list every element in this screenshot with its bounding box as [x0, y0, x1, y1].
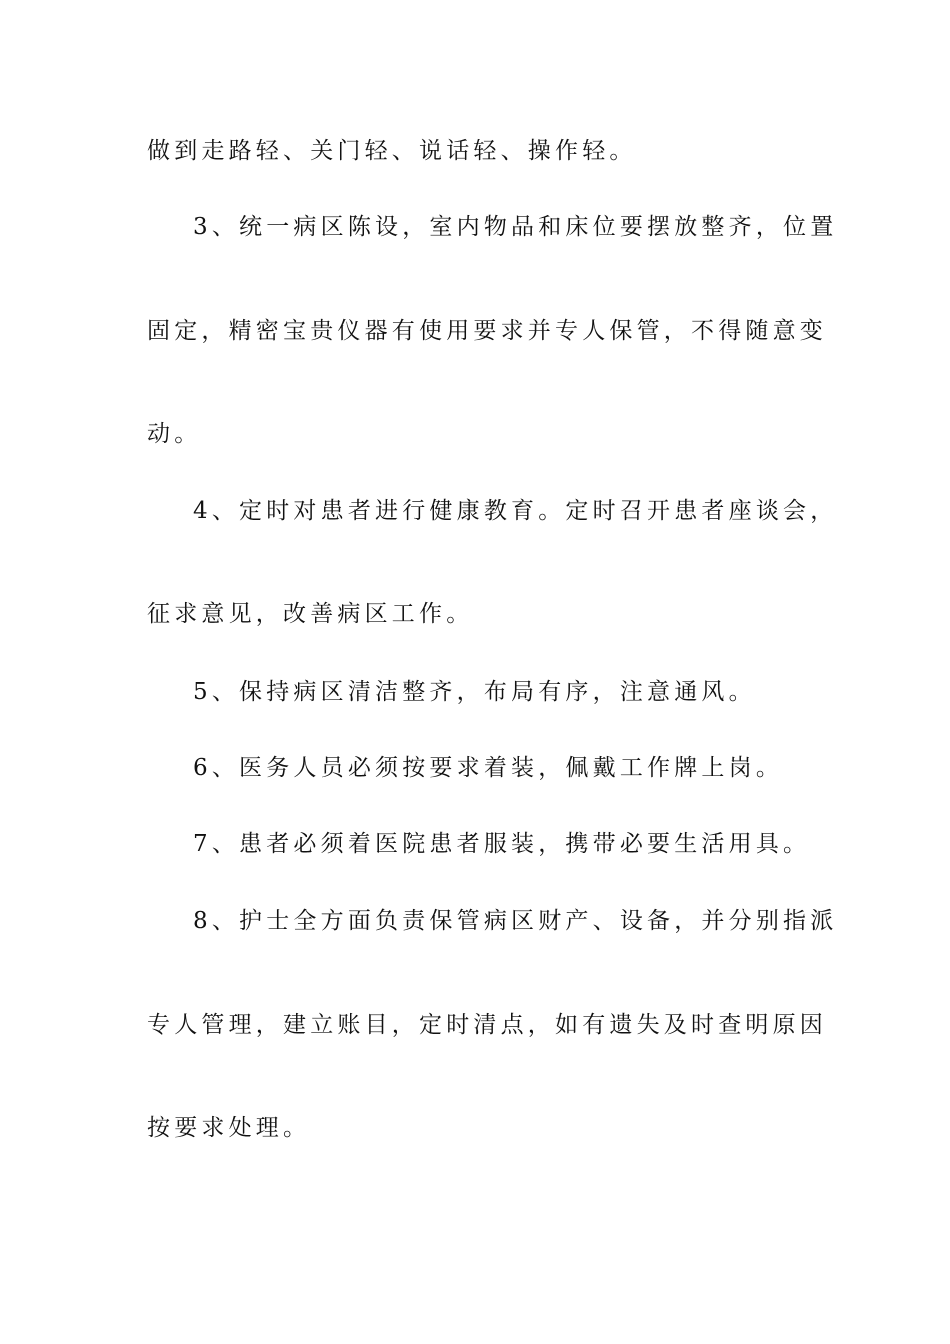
paragraph-line-10: 8、护士全方面负责保管病区财产、设备，并分别指派: [193, 908, 838, 934]
paragraph-line-7: 5、保持病区清洁整齐，布局有序，注意通风。: [193, 679, 756, 705]
paragraph-line-11: 专人管理，建立账目，定时清点，如有遗失及时查明原因: [147, 1012, 827, 1038]
paragraph-line-1: 做到走路轻、关门轻、说话轻、操作轻。: [147, 138, 637, 164]
paragraph-line-3: 固定，精密宝贵仪器有使用要求并专人保管，不得随意变: [147, 318, 827, 344]
paragraph-line-12: 按要求处理。: [147, 1115, 311, 1141]
paragraph-line-2: 3、统一病区陈设，室内物品和床位要摆放整齐，位置: [193, 214, 838, 240]
paragraph-line-5: 4、定时对患者进行健康教育。定时召开患者座谈会，: [193, 498, 838, 524]
paragraph-line-8: 6、医务人员必须按要求着装，佩戴工作牌上岗。: [193, 755, 784, 781]
paragraph-line-9: 7、患者必须着医院患者服装，携带必要生活用具。: [193, 831, 811, 857]
paragraph-line-4: 动。: [147, 421, 202, 447]
paragraph-line-6: 征求意见，改善病区工作。: [147, 601, 474, 627]
